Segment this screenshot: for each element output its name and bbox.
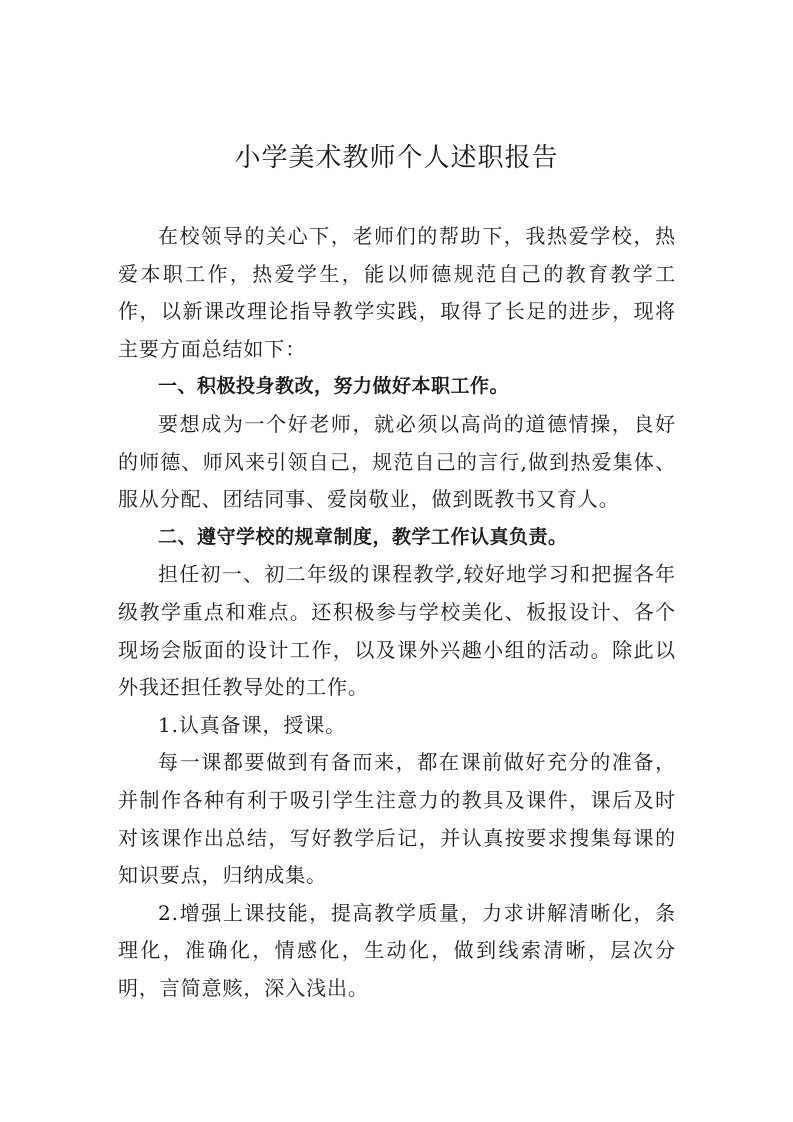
intro-paragraph: 在校领导的关心下，老师们的帮助下，我热爱学校，热爱本职工作，热爱学生，能以师德规范自己的教育教学工作，以新课改理论指导教学实践，取得了长足的进步，现将主要方面总结如下： [118,224,676,361]
document-title: 小学美术教师个人述职报告 [234,143,559,173]
subsection-heading-1: 1.认真备课，授课。 [158,712,347,737]
section-2-paragraph: 担任初一、初二年级的课程教学,较好地学习和把握各年级教学重点和难点。还积极参与学校美化、板报设计、各个现场会版面的设计工作，以及课外兴趣小组的活动。除此以外我还担任教导处的工作。 [118,562,676,700]
subsection-2-paragraph: 2.增强上课技能，提高教学质量，力求讲解清晰化，条理化，准确化，情感化，生动化，做到线索清晰，层次分明，言简意赅，深入浅出。 [118,900,676,1000]
subsection-1-paragraph: 每一课都要做到有备而来，都在课前做好充分的准备，并制作各种有利于吸引学生注意力的教具及课件，课后及时对该课作出总结，写好教学后记，并认真按要求搜集每课的知识要点，归纳成集。 [118,750,676,888]
document-body [118,218,676,1007]
section-heading-1: 一、积极投身教改，努力做好本职工作。 [158,375,510,398]
section-1-paragraph: 要想成为一个好老师，就必须以高尚的道德情操，良好的师德、师风来引领自己，规范自己的言行,做到热爱集体、服从分配、团结同事、爱岗敬业，做到既教书又育人。 [118,411,676,512]
section-heading-2: 二、遵守学校的规章制度，教学工作认真负责。 [158,525,568,548]
